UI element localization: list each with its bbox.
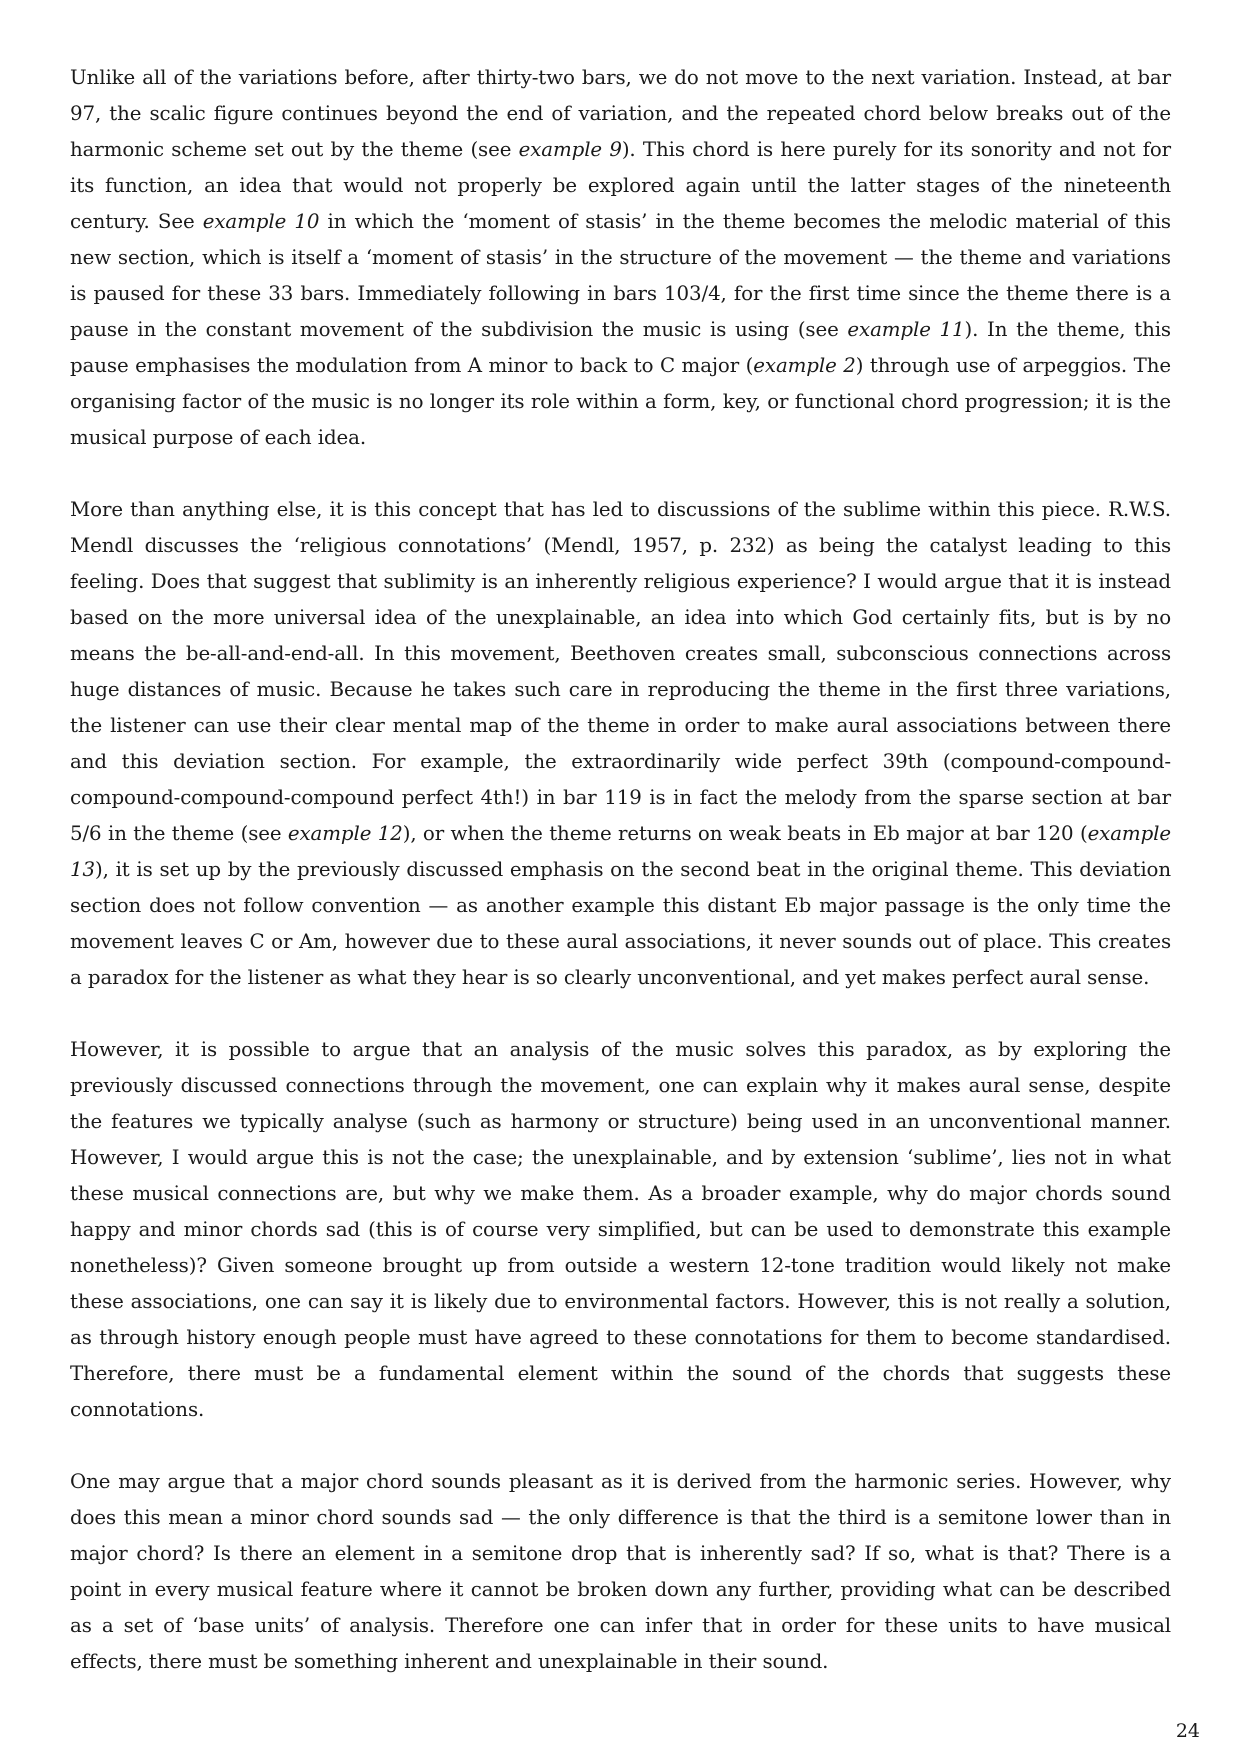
page-number: 24 — [1175, 1720, 1200, 1742]
example-reference: example 2 — [753, 354, 856, 377]
text-run: ). This chord is here purely for its sonority and not for its function, an idea that would not properly be explored again until the latter stages of the nineteenth century. See — [70, 138, 1171, 233]
paragraph — [70, 1464, 1171, 1680]
body-text — [70, 60, 1171, 1716]
text-run: ) through use of arpeggios. The organising factor of the music is no longer its role within a form, key, or functional chord progression; it is the musical purpose of each idea. — [70, 354, 1171, 449]
text-run: in which the ‘moment of stasis’ in the theme becomes the melodic material of this new section, which is itself a ‘moment of stasis’ in the structure of the movement — the theme and variations is paused for these 33 bars. Immediately following in bars 103/4, for the first time since the theme there is a pause in the constant movement of the subdivision the music is using (see — [70, 210, 1171, 341]
example-reference: example 12 — [287, 822, 403, 845]
paragraph — [70, 492, 1171, 996]
text-run: ). In the theme, this pause emphasises the modulation from A minor to back to C major ( — [70, 318, 1171, 377]
example-reference: example 9 — [518, 138, 622, 161]
text-run: More than anything else, it is this concept that has led to discussions of the sublime within this piece. R.W.S. Mendl discusses the ‘religious connotations’ (Mendl, 1957, p. 232) as being the catalyst leading to this feeling. Does that suggest that sublimity is an inherently religious experience? I would argue that it is instead based on the more universal idea of the unexplainable, an idea into which God certainly fits, but is by no means the be-all-and-end-all. In this movement, Beethoven creates small, subconscious connections across huge distances of music. Because he takes such care in reproducing the theme in the first three variations, the listener can use their clear mental map of the theme in order to make aural associations between there and this deviation section. For example, the extraordinarily wide perfect 39th (compound-compound-compound-compound-compound perfect 4th!) in bar 119 is in fact the melody from the sparse section at bar 5/6 in the theme (see — [70, 498, 1171, 845]
example-reference: example 10 — [202, 210, 320, 233]
text-run: Unlike all of the variations before, after thirty-two bars, we do not move to the next variation. Instead, at bar 97, the scalic figure continues beyond the end of variation, and the repeated chord below breaks out of the harmonic scheme set out by the theme (see — [70, 66, 1171, 161]
paragraph — [70, 1032, 1171, 1428]
text-run: One may argue that a major chord sounds pleasant as it is derived from the harmonic series. However, why does this mean a minor chord sounds sad — the only difference is that the third is a semitone lower than in major chord? Is there an element in a semitone drop that is inherently sad? If so, what is that? There is a point in every musical feature where it cannot be broken down any further, providing what can be described as a set of ‘base units’ of analysis. Therefore one can infer that in order for these units to have musical effects, there must be something inherent and unexplainable in their sound. — [70, 1470, 1171, 1673]
text-run: ), or when the theme returns on weak beats in Eb major at bar 120 ( — [402, 822, 1088, 845]
text-run: ), it is set up by the previously discussed emphasis on the second beat in the original theme. This deviation section does not follow convention — as another example this distant Eb major passage is the only time the movement leaves C or Am, however due to these aural associations, it never sounds out of place. This creates a paradox for the listener as what they hear is so clearly unconventional, and yet makes perfect aural sense. — [70, 858, 1171, 989]
text-run: However, it is possible to argue that an analysis of the music solves this paradox, as by exploring the previously discussed connections through the movement, one can explain why it makes aural sense, despite the features we typically analyse (such as harmony or structure) being used in an unconventional manner. However, I would argue this is not the case; the unexplainable, and by extension ‘sublime’, lies not in what these musical connections are, but why we make them. As a broader example, why do major chords sound happy and minor chords sad (this is of course very simplified, but can be used to demonstrate this example nonetheless)? Given someone brought up from outside a western 12-tone tradition would likely not make these associations, one can say it is likely due to environmental factors. However, this is not really a solution, as through history enough people must have agreed to these connotations for them to become standardised. Therefore, there must be a fundamental element within the sound of the chords that suggests these connotations. — [70, 1038, 1171, 1421]
example-reference: example 11 — [847, 318, 965, 341]
example-reference: example 13 — [70, 822, 1171, 881]
paragraph — [70, 60, 1171, 456]
